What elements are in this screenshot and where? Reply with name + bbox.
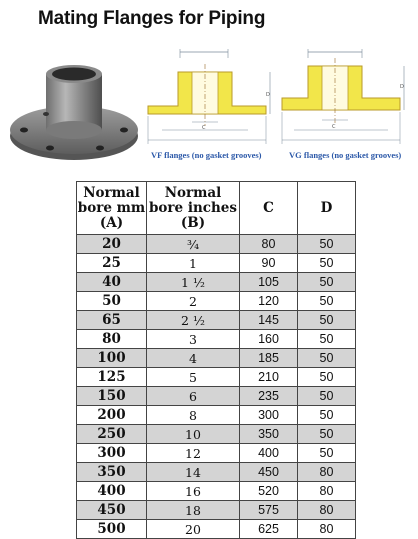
cell-bore-mm: 125 bbox=[77, 368, 147, 387]
table-row bbox=[77, 501, 356, 520]
cell-bore-inches: 8 bbox=[147, 406, 240, 425]
header-line: Normal bbox=[164, 184, 222, 201]
cell-c: 120 bbox=[240, 292, 298, 311]
cell-bore-inches: 20 bbox=[147, 520, 240, 539]
cell-bore-inches: 10 bbox=[147, 425, 240, 444]
cell-c: 450 bbox=[240, 463, 298, 482]
cell-bore-inches: 3 bbox=[147, 330, 240, 349]
cell-bore-mm: 200 bbox=[77, 406, 147, 425]
cell-bore-mm: 80 bbox=[77, 330, 147, 349]
table-row bbox=[77, 482, 356, 501]
vg-d-label: D bbox=[400, 84, 404, 90]
vf-caption: VF flanges (no gasket grooves) bbox=[151, 150, 262, 160]
cell-d: 80 bbox=[298, 520, 356, 539]
cell-bore-mm: 300 bbox=[77, 444, 147, 463]
vf-d-label: D bbox=[266, 92, 270, 98]
cell-c: 90 bbox=[240, 254, 298, 273]
vf-c-label: C bbox=[202, 125, 206, 131]
cell-c: 300 bbox=[240, 406, 298, 425]
cell-bore-inches: 12 bbox=[147, 444, 240, 463]
cell-bore-mm: 500 bbox=[77, 520, 147, 539]
cell-d: 50 bbox=[298, 368, 356, 387]
cell-bore-inches: 18 bbox=[147, 501, 240, 520]
header-line: Normal bbox=[83, 184, 140, 201]
table-row bbox=[77, 444, 356, 463]
cell-d: 50 bbox=[298, 387, 356, 406]
cell-d: 50 bbox=[298, 254, 356, 273]
cell-bore-inches: 2 bbox=[147, 292, 240, 311]
cell-bore-inches: 1 bbox=[147, 254, 240, 273]
flange-dimensions-table bbox=[76, 181, 356, 539]
cell-bore-mm: 100 bbox=[77, 349, 147, 368]
cell-c: 160 bbox=[240, 330, 298, 349]
cell-d: 50 bbox=[298, 273, 356, 292]
cell-c: 400 bbox=[240, 444, 298, 463]
cell-d: 50 bbox=[298, 235, 356, 254]
cell-c: 625 bbox=[240, 520, 298, 539]
cell-d: 80 bbox=[298, 482, 356, 501]
vg-caption: VG flanges (no gasket grooves) bbox=[289, 150, 402, 160]
table-row bbox=[77, 330, 356, 349]
cell-d: 80 bbox=[298, 463, 356, 482]
cell-bore-inches: 2 ½ bbox=[147, 311, 240, 330]
cell-c: 105 bbox=[240, 273, 298, 292]
cell-d: 50 bbox=[298, 292, 356, 311]
table-row bbox=[77, 235, 356, 254]
cell-bore-mm: 400 bbox=[77, 482, 147, 501]
cell-d: 80 bbox=[298, 501, 356, 520]
cell-d: 50 bbox=[298, 444, 356, 463]
table-row bbox=[77, 254, 356, 273]
header-c: C bbox=[240, 182, 298, 235]
cell-c: 350 bbox=[240, 425, 298, 444]
cell-bore-inches: 16 bbox=[147, 482, 240, 501]
cell-bore-mm: 25 bbox=[77, 254, 147, 273]
page-title: Mating Flanges for Piping bbox=[38, 8, 266, 29]
cell-bore-mm: 450 bbox=[77, 501, 147, 520]
cell-d: 50 bbox=[298, 406, 356, 425]
vg-flange-diagram bbox=[278, 44, 412, 149]
header-line: bore inches bbox=[148, 199, 237, 216]
cell-c: 575 bbox=[240, 501, 298, 520]
table-row bbox=[77, 311, 356, 330]
table-header-row bbox=[77, 182, 356, 235]
vg-c-label: C bbox=[332, 124, 336, 130]
cell-c: 210 bbox=[240, 368, 298, 387]
table-row bbox=[77, 387, 356, 406]
cell-bore-inches: 14 bbox=[147, 463, 240, 482]
header-normal-bore-inches bbox=[147, 182, 240, 235]
table-row bbox=[77, 425, 356, 444]
cell-bore-mm: 40 bbox=[77, 273, 147, 292]
cell-bore-mm: 250 bbox=[77, 425, 147, 444]
cell-c: 80 bbox=[240, 235, 298, 254]
cell-d: 50 bbox=[298, 425, 356, 444]
cell-bore-inches: 1 ½ bbox=[147, 273, 240, 292]
cell-c: 145 bbox=[240, 311, 298, 330]
cell-bore-inches: 4 bbox=[147, 349, 240, 368]
cell-bore-mm: 350 bbox=[77, 463, 147, 482]
table-row bbox=[77, 292, 356, 311]
cell-c: 235 bbox=[240, 387, 298, 406]
vf-flange-diagram bbox=[146, 44, 272, 149]
header-d: D bbox=[298, 182, 356, 235]
flange-photo bbox=[6, 62, 142, 164]
table-row bbox=[77, 406, 356, 425]
cell-d: 50 bbox=[298, 311, 356, 330]
cell-bore-inches: ¾ bbox=[147, 235, 240, 254]
cell-c: 520 bbox=[240, 482, 298, 501]
cell-c: 185 bbox=[240, 349, 298, 368]
cell-bore-inches: 5 bbox=[147, 368, 240, 387]
cell-bore-mm: 20 bbox=[77, 235, 147, 254]
table-row bbox=[77, 349, 356, 368]
header-line: (B) bbox=[180, 214, 206, 231]
table-row bbox=[77, 368, 356, 387]
table-row bbox=[77, 463, 356, 482]
header-line: (A) bbox=[99, 214, 124, 231]
cell-bore-inches: 6 bbox=[147, 387, 240, 406]
table-row bbox=[77, 520, 356, 539]
table-row bbox=[77, 273, 356, 292]
cell-d: 50 bbox=[298, 349, 356, 368]
cell-bore-mm: 150 bbox=[77, 387, 147, 406]
cell-bore-mm: 65 bbox=[77, 311, 147, 330]
cell-d: 50 bbox=[298, 330, 356, 349]
header-normal-bore-mm bbox=[77, 182, 147, 235]
header-line: bore mm bbox=[77, 199, 146, 216]
cell-bore-mm: 50 bbox=[77, 292, 147, 311]
